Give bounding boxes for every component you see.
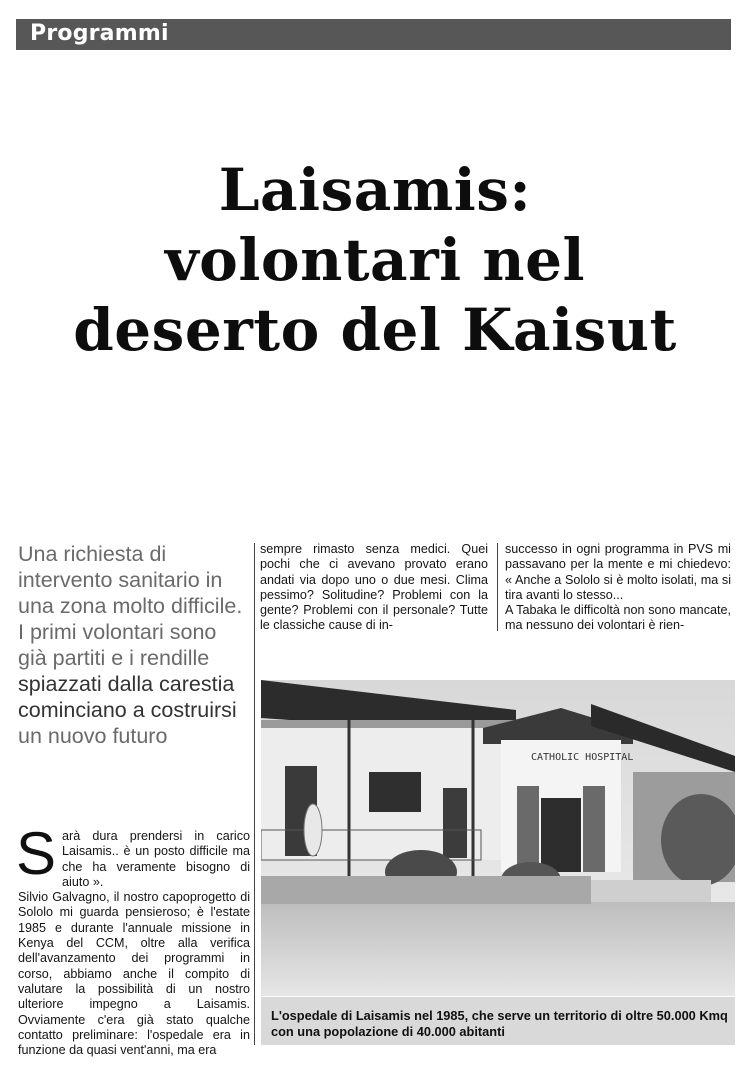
lead-paragraph <box>18 541 248 749</box>
title-line-2: volontari nel <box>164 226 586 294</box>
column2-paragraph: sempre rimasto senza medici. Quei pochi che ci avevano provato erano andati via dopo uno o due mesi. Clima pessimo? Solitudine? Problemi con la gente? Problemi con il personale? Tutte le classiche cause di in- <box>260 542 488 633</box>
drop-cap: S <box>16 820 57 887</box>
body-column-3 <box>505 542 731 634</box>
body-column-1 <box>16 820 250 1058</box>
title-line-1: Laisamis: <box>218 156 532 224</box>
lead-text-light: Una richiesta di intervento sanitario in una zona molto difficile. I primi volontari sono già partiti e i rendille <box>18 542 243 670</box>
body-column-2 <box>260 542 488 634</box>
article-title <box>10 155 740 365</box>
hospital-sign: CATHOLIC HOSPITAL <box>531 752 634 763</box>
column-divider-2 <box>497 543 498 631</box>
lead-text-dark: spiazzati dalla carestia cominciano a costruirsi <box>18 672 237 722</box>
column1-paragraph-1: arà dura prendersi in carico Laisamis.. è un posto difficile ma che ha veramente bisogno di aiuto ». <box>62 829 250 889</box>
column-divider-1 <box>254 543 255 1045</box>
column3-paragraph-1: successo in ogni programma in PVS mi passavano per la mente e mi chiedevo: « Anche a Sololo si è molto isolati, ma si tira avanti lo stesso... <box>505 542 731 602</box>
photo-caption: L'ospedale di Laisamis nel 1985, che serve un territorio di oltre 50.000 Kmq con una popolazione di 40.000 abitanti <box>271 1008 728 1039</box>
photo-caption-box <box>261 997 735 1045</box>
section-header-bar <box>16 19 731 50</box>
column3-paragraph-2: A Tabaka le difficoltà non sono mancate, ma nessuno dei volontari è rien- <box>505 603 731 633</box>
column1-paragraph-2: Silvio Galvagno, il nostro capoprogetto di Sololo mi guarda pensieroso; è l'estate 1985 e durante l'annuale missione in Kenya del CCM, oltre alla verifica dell'avanzamento dei programmi in corso, abbiamo anche il compito di valutare la possibilità di un nostro ulteriore impegno a Laisamis. Ovviamente c'era già stato qualche contatto preliminare: l'ospedale era in funzione da quasi vent'anni, ma era <box>18 890 250 1058</box>
lead-text-tail: un nuovo futuro <box>18 724 168 748</box>
section-label: Programmi <box>30 21 169 46</box>
hospital-photo <box>261 680 735 996</box>
title-line-3: deserto del Kaisut <box>73 296 677 364</box>
